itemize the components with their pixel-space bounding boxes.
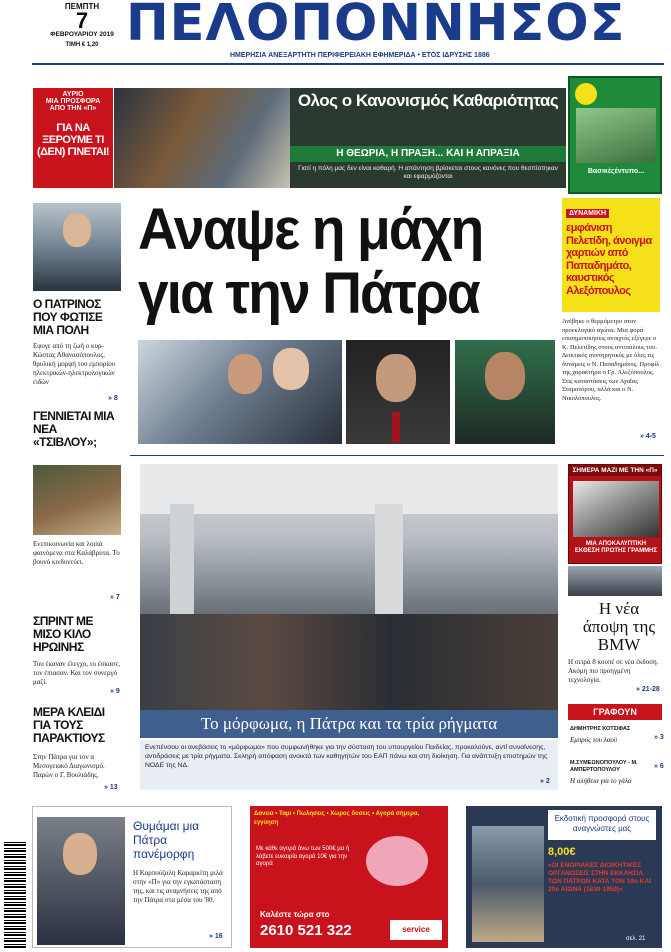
- story1-text: Εφυγε από τη ζωή ο κυρ-Κώστας Αθανασόπουλος, θρυλική μορφή του εμπορίου ηλεκτρικών-ηλεκτρολογικών ειδών: [33, 342, 116, 386]
- essay-text: Η Καρπούζαλη Καραρκίτη μιλά στην «Π» για την εγκατάσταση της, και τις αναμνήσεις της από την Πάτρα στα μέσα του '80.: [133, 869, 223, 904]
- center-caption-ref: » 2: [540, 778, 550, 785]
- essay-box: [32, 806, 232, 948]
- book-ref: σελ. 21: [626, 936, 646, 942]
- main-headline-line1: Αναψε η μάχη: [138, 197, 483, 262]
- cover-logo-icon: [575, 83, 597, 105]
- writer2-name: Μ.ΣΥΜΕΩΝΟΠΟΥΛΟΥ - Μ. ΑΜΠΕΡΤΟΠΟΥΛΟΥ: [570, 760, 638, 773]
- essay-title: Θυμάμαι μια Πάτρα πανέμορφη: [133, 819, 200, 861]
- masthead-title: ΠΕΛΟΠΟΝΝΗΣΟΣ: [126, 0, 626, 53]
- story1-title: Ο ΠΑΤΡΙΝΟΣ ΠΟΥ ΦΩΤΙΣΕ ΜΙΑ ΠΟΛΗ: [33, 297, 103, 337]
- promo-line1: ΑΥΡΙΟ: [62, 91, 84, 98]
- landslide-photo: [33, 465, 121, 535]
- side-yellow-box: [562, 198, 660, 312]
- book-cover: [472, 826, 544, 942]
- essay-face: [63, 833, 97, 875]
- section-rule: [130, 455, 664, 456]
- gift-magazine: [568, 464, 662, 564]
- story3-title: ΣΠΡΙΝΤ ΜΕ ΜΙΣΟ ΚΙΛΟ ΗΡΩΙΝΗΣ: [33, 614, 94, 654]
- story2-title: ΓΕΝΝΙΕΤΑΙ ΜΙΑ ΝΕΑ «ΤΣΙΒΛΟΥ»;: [33, 409, 115, 449]
- bmw-title: Η νέα άποψη της BMW: [582, 599, 656, 654]
- gift-mag-text: ΜΙΑ ΑΠΟΚΑΛΥΠΤΙΚΗ ΕΚΘΕΣΗ ΠΡΩΤΗΣ ΓΡΑΜΜΗΣ: [574, 541, 658, 554]
- date-month-year: ΦΕΒΡΟΥΑΡΙΟΥ 2019: [50, 31, 114, 38]
- price-label: ΤΙΜΗ € 1,20: [65, 42, 99, 48]
- side-body: Ανέβηκε ο θερμόμετρο στον προεκλογικό αγώνα. Μια φορά επισημοποιήσεις ανοιχτός εξέγερε ο Κ. Πελετίδης στους αντιπάλους του. Δεικτικός συντηρητικός με όλες τις δυνάμεις ο Ν. Παπαδημάτος. Προφίλ της χαρακτήρα ο Γρ. Αλεξόπουλος. Στις καταστάσεις των Αχαΐας Σταματόρου, αλλά και ο Ν. Νικολόπουλος.: [562, 318, 660, 402]
- ad-phone: 2610 521 322: [260, 922, 352, 939]
- writer1-ref: » 3: [654, 734, 664, 741]
- university-photo: [140, 464, 558, 710]
- side-kicker: ΔΥΝΑΜΙΚΗ: [566, 209, 609, 218]
- gift-cover-image: [573, 481, 659, 537]
- ad-call: Καλέστε τώρα στο: [260, 910, 330, 919]
- obituary-photo: [33, 203, 121, 291]
- ad-services: Δανεια • Ταμι • Πωλησεις • Χωρος δοσεις • Αγορά σήμερα, εγγύηση: [254, 811, 420, 826]
- masthead-subtitle: ΗΜΕΡΗΣΙΑ ΑΝΕΞΑΡΤΗΤΗ ΠΕΡΙΦΕΡΕΙΑΚΗ ΕΦΗΜΕΡΙΔΑ • ΕΤΟΣ ΙΔΡΥΣΗΣ 1886: [230, 52, 490, 59]
- promo-caption: Γιατί η πόλη μας δεν είναι καθαρή. Η απάντηση βρίσκεται στους κανόνες που θεσπίστηκαν και εφαρμόζονται: [298, 165, 558, 180]
- ad-offer: Με κάθε αγορά άνω των 500€ μα ή λάβετε ευκαιρία αγορά 10€ για την αγορά: [256, 846, 350, 867]
- promo-slogan: ΓΙΑ ΝΑ ΞΕΡΟΥΜΕ ΤΙ (ΔΕΝ) ΓΙΝΕΤΑΙ!: [36, 122, 110, 158]
- person-head: [63, 213, 91, 247]
- gift-label: ΣΗΜΕΡΑ ΜΑΖΙ ΜΕ ΤΗΝ «Π»: [569, 465, 661, 476]
- side-text: εμφάνιση Πελετίδη, άνοιγμα χαρτιών από Παπαδημάτο, καυστικός Αλεξόπουλος: [566, 222, 652, 297]
- center-caption-text: Ενεπένσου οι ανεβάσεις το «μόρφωμα» που συμφωνήθηκε για την σύσταση του υπουργείου Παιδείας, προκαλούνε, αντί συναίνεσης, αντιδράσεις με τρία ρήγματα. Σκληρή απόφαση ανοικτά των καθηγητών του ΕΑΠ πάνω και στη διοίκηση. Για ανάπτυξη επιστημών της ΝΟΔΕ της ΝΔ.: [140, 740, 558, 790]
- loan-ad: [250, 806, 448, 948]
- cover-text: Βασικέςέντυπο...: [587, 168, 645, 175]
- date-box: [40, 2, 124, 60]
- bmw-ref: » 21-28: [636, 686, 660, 693]
- ad-brand: service: [390, 920, 442, 940]
- promo-red-box: [33, 88, 113, 188]
- crowd: [140, 614, 558, 710]
- writer2-title: Η αλήθεια για το γάλα: [570, 777, 632, 785]
- essay-ref: » 16: [209, 933, 223, 940]
- promo-green-panel: [290, 88, 566, 188]
- promo-photo: [114, 88, 290, 188]
- writer1-name: ΔΗΜΗΤΡΗΣ ΚΟΤΣΙΦΑΣ: [570, 726, 631, 732]
- essay-photo: [37, 817, 125, 945]
- writer1-title: Εμπρός του λαού: [570, 736, 618, 744]
- book-price: 8,00€: [548, 846, 576, 858]
- face-3: [376, 354, 416, 402]
- story4-title: ΜΕΡΑ ΚΛΕΙΔΙ ΓΙΑ ΤΟΥΣ ΠΑΡΑΚΤΙΟΥΣ: [33, 705, 105, 745]
- story2-ref: » 7: [110, 594, 120, 601]
- book-headline: «ΟΙ ΕΝΟΡΙΑΚΕΣ ΔΙΟΙΚΗΤΙΚΕΣ ΟΡΓΑΝΩΣΕΙΣ ΣΤΗΝ ΕΚΚΛΗΣΙΑ ΤΩΝ ΠΑΤΡΩΝ ΚΑΤΑ ΤΟΝ 19ο ΚΑΙ 20ο ΑΙΩΝΑ (1830-1950)»: [548, 862, 651, 893]
- columns-label: ΓΡΑΦΟΥΝ: [568, 704, 662, 720]
- story3-ref: » 9: [110, 688, 120, 695]
- ceiling: [140, 464, 558, 514]
- magazine-cover: [568, 76, 662, 194]
- tie: [392, 412, 400, 442]
- book-ad-title: Εκδοτική προσφορά στους αναγνώστες μας: [548, 810, 656, 840]
- promo-line3: ΑΠΟ ΤΗΝ «Π»: [49, 105, 97, 112]
- politicians-photo-1: [138, 340, 342, 444]
- bmw-photo: [568, 566, 662, 596]
- story1-ref: » 8: [108, 395, 118, 402]
- bmw-text: Η σειρά 8 κουπέ σε νέα έκδοση. Ακόμη πιο προηγμένη τεχνολογία.: [568, 658, 659, 684]
- story3-text: Του έκαναν έλεγχο, το έσκασε, τον έπιασαν. Και τον συνεργό μαζί.: [33, 660, 121, 686]
- side-ref: » 4-5: [640, 433, 656, 440]
- barcode: [4, 840, 26, 948]
- book-ad: [466, 806, 662, 948]
- main-headline-line2: για την Πάτρα: [138, 261, 479, 326]
- story4-text: Στην Πάτρα για τον α Μεσογειακό Διαγωνισμό. Παρών ο Γ. Βουλιάδης.: [33, 753, 105, 779]
- face-4: [485, 352, 525, 400]
- story2-text: Ενεπικοινωνία και λοιπά φαινόμενα στα Καλάβρυτα. Το βουνό κινδυνεύει.: [33, 540, 120, 566]
- center-caption-title: Το μόρφωμα, η Πάτρα και τα τρία ρήγματα: [140, 710, 558, 738]
- politician-photo-2: [346, 340, 450, 444]
- face-2: [273, 348, 309, 390]
- day-label: ΠΕΜΠΤΗ: [64, 2, 100, 11]
- politician-photo-3: [455, 340, 555, 444]
- piggy-bank-icon: [366, 836, 428, 886]
- masthead-rule: [32, 63, 664, 65]
- cover-image: [576, 108, 656, 163]
- story4-ref: » 13: [104, 784, 118, 791]
- face-1: [228, 354, 262, 394]
- promo-line2: ΜΙΑ ΠΡΟΣΦΟΡΑ: [45, 98, 101, 105]
- writer2-ref: » 6: [654, 763, 664, 770]
- date-number: 7: [75, 8, 89, 33]
- promo-tagline: Η ΘΕΩΡΙΑ, Η ΠΡΑΞΗ... ΚΑΙ Η ΑΠΡΑΞΙΑ: [290, 146, 566, 162]
- promo-headline: Ολος ο Κανονισμός Καθαριότητας: [297, 91, 559, 110]
